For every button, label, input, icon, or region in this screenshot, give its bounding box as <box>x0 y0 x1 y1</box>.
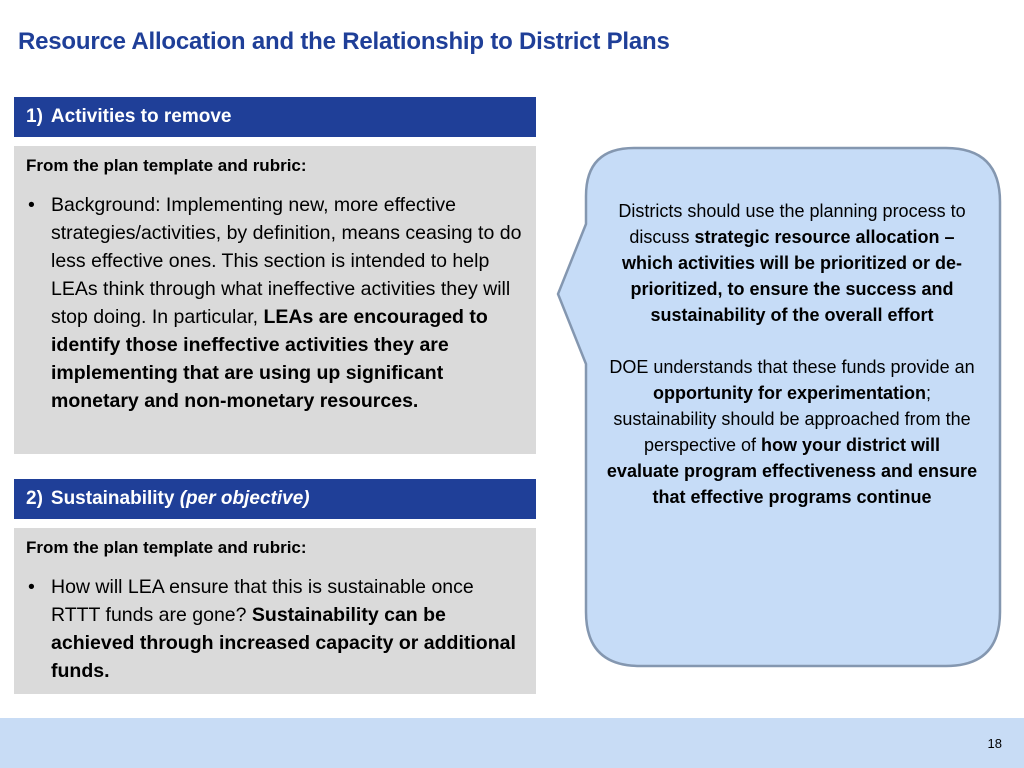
page-number: 18 <box>987 736 1002 751</box>
callout-p2-text-1: DOE understands that these funds provide an <box>609 357 975 377</box>
callout-p2-text-2: ; sustainability should be approached from the perspective of <box>613 383 971 455</box>
section-1-lead: From the plan template and rubric: <box>26 156 307 175</box>
callout-p2-bold-2: how your district will evaluate program effectiveness and ensure that effective programs continue <box>606 435 978 507</box>
section-1-content <box>14 146 536 454</box>
section-1-header <box>14 97 536 137</box>
section-2-lead: From the plan template and rubric: <box>26 538 307 557</box>
callout-p2-bold-1: opportunity for experimentation <box>652 383 926 403</box>
page-title: Resource Allocation and the Relationship to District Plans <box>18 28 670 55</box>
section-1-heading: Activities to remove <box>50 106 232 127</box>
section-2-header <box>14 479 536 519</box>
callout-text <box>606 198 978 510</box>
section-1-bullet-text: Background: Implementing new, more effective strategies/activities, by definition, means ceasing to do less effective ones. This section is intended to help LEAs think through what ineffective activities they will stop doing. In particular, <box>51 194 522 328</box>
section-2-number: 2) <box>26 488 43 509</box>
section-1-number: 1) <box>26 106 43 127</box>
section-1-bullet-bold: LEAs are encouraged to identify those ineffective activities they are implementing that are using up significant monetary and non-monetary resources. <box>51 306 488 412</box>
section-2-bullet <box>26 573 524 685</box>
callout-p1-text: Districts should use the planning process to discuss <box>618 201 966 247</box>
callout-bubble <box>556 146 1004 668</box>
callout-p1-bold: strategic resource allocation – which activities will be prioritized or de-prioritized, to ensure the success and sustainability of the overall effort <box>621 227 963 325</box>
section-2-content <box>14 528 536 694</box>
callout-paragraph-2 <box>606 354 978 510</box>
section-2-bullet-text: How will LEA ensure that this is sustainable once RTTT funds are gone? <box>51 576 474 626</box>
section-2-heading: Sustainability <box>50 488 175 509</box>
section-2-heading-italic: (per objective) <box>179 488 310 509</box>
section-2-bullet-bold: Sustainability can be achieved through increased capacity or additional funds. <box>51 604 516 682</box>
section-1-bullet-list <box>26 191 524 415</box>
callout-paragraph-1 <box>606 198 978 328</box>
section-1-bullet <box>26 191 524 415</box>
footer-bar <box>0 718 1024 768</box>
section-2-bullet-list <box>26 573 524 685</box>
